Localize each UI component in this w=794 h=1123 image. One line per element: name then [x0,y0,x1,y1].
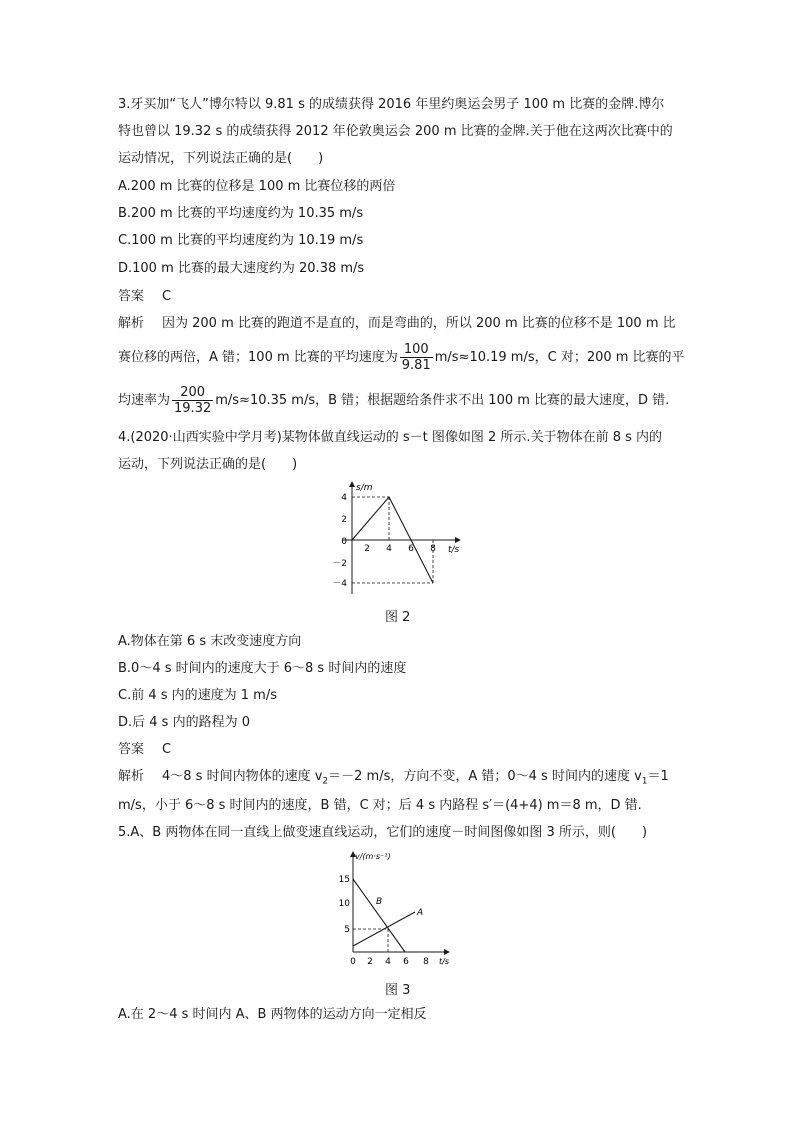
q3-option-c: C.100 m 比赛的平均速度约为 10.19 m/s [118,233,364,248]
q4-analysis-line-2: m/s，小于 6～8 s 时间内的速度，B 错，C 对；后 4 s 内路程 s′＝(4+4) m＝8 m，D 错. [118,798,642,813]
fraction-numerator: 100 [400,342,433,358]
x-tick-label: 8 [430,544,436,554]
fraction-numerator: 200 [172,385,213,401]
fraction-200-over-19.32 [172,385,213,416]
x-tick-label: 4 [385,957,391,967]
line-b [353,879,405,952]
x-tick-label: 6 [408,544,414,554]
x-tick-label: 2 [367,957,373,967]
figure-3-v-t-graph [335,848,455,970]
y-tick-label: －2 [332,559,347,569]
x-tick-label: 8 [423,957,429,967]
analysis-label: 解析 [118,316,145,331]
x-axis-label: t/s [448,545,460,555]
x-tick-label: 2 [364,544,370,554]
q4-option-a: A.物体在第 6 s 末改变速度方向 [118,634,302,649]
subscript: 1 [641,776,648,787]
x-tick-label: 6 [403,957,409,967]
q4-analysis-line-1 [118,768,669,791]
analysis-text: m/s≈10.35 m/s，B 错；根据题给条件求不出 100 m 比赛的最大速度，D 错. [215,393,670,408]
y-tick-label: 4 [341,493,347,503]
y-axis-label: v/(m·s⁻¹) [355,852,391,861]
analysis-text: 4～8 s 时间内物体的速度 v [162,769,323,784]
q3-stem-line-2: 特也曾以 19.32 s 的成绩获得 2012 年伦敦奥运会 200 m 比赛的金牌.关于他在这两次比赛中的 [118,124,673,139]
fraction-denominator: 9.81 [401,358,431,373]
q4-option-c: C.前 4 s 内的速度为 1 m/s [118,688,278,703]
answer-label: 答案 [118,289,145,304]
x-axis-label: t/s [439,957,449,966]
q3-stem-line-3: 运动情况，下列说法正确的是( ) [118,151,324,166]
line-a [353,912,415,946]
y-tick-label: 0 [341,537,347,547]
analysis-text: 因为 200 m 比赛的跑道不是直的，而是弯曲的，所以 200 m 比赛的位移不是 100 m 比 [162,316,676,331]
answer-value: C [162,289,172,304]
q3-answer [118,288,171,306]
analysis-text: ＝－2 m/s，方向不变，A 错；0～4 s 时间内的速度 v [328,769,642,784]
analysis-label: 解析 [118,769,145,784]
q3-option-b: B.200 m 比赛的平均速度约为 10.35 m/s [118,206,364,221]
x-tick-label: 4 [386,544,392,554]
q3-option-a: A.200 m 比赛的位移是 100 m 比赛位移的两倍 [118,179,396,194]
y-tick-label: 5 [344,925,350,935]
x-tick-label: 0 [350,957,356,967]
q4-stem-line-2: 运动，下列说法正确的是( ) [118,457,298,472]
y-tick-label: 10 [338,899,350,909]
figure-2-caption: 图 2 [385,610,411,625]
y-tick-label: 15 [338,875,350,885]
analysis-text: m/s≈10.19 m/s，C 对；200 m 比赛的平 [434,350,685,365]
analysis-text: ＝1 [647,769,669,784]
q3-analysis-line-2 [118,342,685,373]
q4-option-b: B.0～4 s 时间内的速度大于 6～8 s 时间内的速度 [118,661,407,676]
q3-option-d: D.100 m 比赛的最大速度约为 20.38 m/s [118,261,365,276]
analysis-text: 赛位移的两倍，A 错；100 m 比赛的平均速度为 [118,350,398,365]
answer-value: C [162,742,172,757]
q4-option-d: D.后 4 s 内的路程为 0 [118,715,250,730]
q3-analysis-line-1 [118,315,676,333]
y-axis-label: s/m [356,483,373,493]
line-b-label: B [376,897,383,907]
q3-stem-line-1: 3.牙买加“飞人”博尔特以 9.81 s 的成绩获得 2016 年里约奥运会男子 100 m 比赛的金牌.博尔 [118,97,665,112]
line-a-label: A [417,908,424,918]
fraction-denominator: 19.32 [174,401,212,416]
q4-stem-line-1: 4.(2020·山西实验中学月考)某物体做直线运动的 s－t 图像如图 2 所示.关于物体在前 8 s 内的 [118,430,663,445]
figure-3-caption: 图 3 [385,983,411,998]
q3-analysis-line-3 [118,385,669,416]
figure-2-s-t-graph [330,478,470,598]
y-tick-label: －4 [332,579,347,589]
fraction-100-over-9.81 [400,342,433,373]
q5-option-a: A.在 2～4 s 时间内 A、B 两物体的运动方向一定相反 [118,1007,427,1022]
subscript: 2 [322,776,329,787]
q4-answer [118,741,171,759]
q5-stem-line-1: 5.A、B 两物体在同一直线上做变速直线运动，它们的速度－时间图像如图 3 所示，则( ) [118,825,648,840]
y-tick-label: 2 [341,515,347,525]
analysis-text: 均速率为 [118,393,171,408]
answer-label: 答案 [118,742,145,757]
